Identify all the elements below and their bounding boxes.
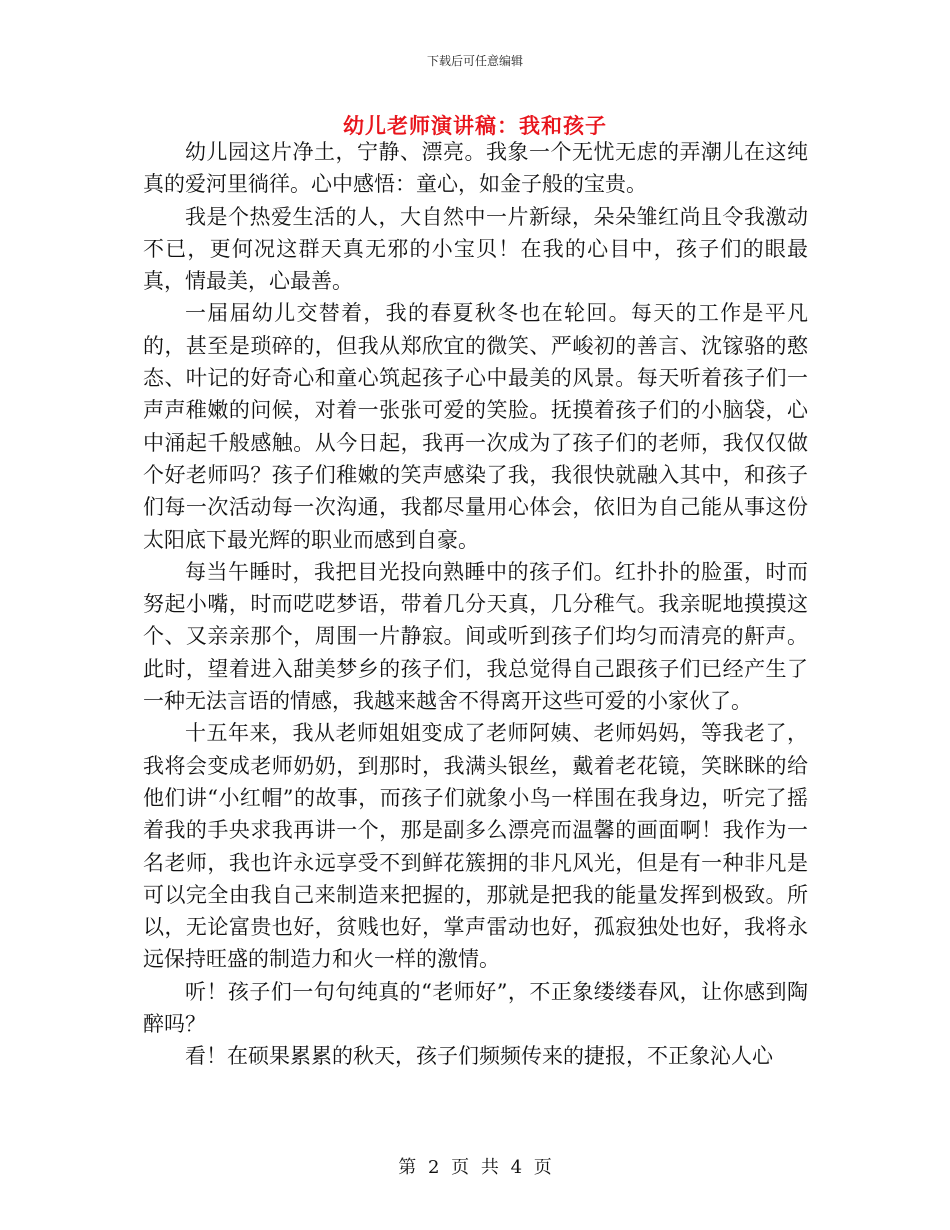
paragraph: 每当午睡时，我把目光投向熟睡中的孩子们。红扑扑的脸蛋，时而努起小嘴，时而呓呓梦语，带着几分天真，几分稚气。我亲昵地摸摸这个、又亲亲那个，周围一片静寂。间或听到孩子们均匀而清亮的鼾声。此时，望着进入甜美梦乡的孩子们，我总觉得自己跟孩子们已经产生了一种无法言语的情感，我越来越舍不得离开这些可爱的小家伙了。 [143,559,808,714]
header-note: 下载后可任意编辑 [426,54,523,68]
paragraph: 十五年来，我从老师姐姐变成了老师阿姨、老师妈妈，等我老了，我将会变成老师奶奶，到那时，我满头银丝，戴着老花镜，笑眯眯的给他们讲“小红帽”的故事，而孩子们就象小鸟一样围在我身边，听完了摇着我的手央求我再讲一个，那是副多么漂亮而温馨的画面啊！我作为一名老师，我也许永远享受不到鲜花簇拥的非凡风光，但是有一种非凡是可以完全由我自己来制造来把握的，那就是把我的能量发挥到极致。所以，无论富贵也好，贫贱也好，掌声雷动也好，孤寂独处也好，我将永远保持旺盛的制造力和火一样的激情。 [143,721,808,972]
paragraph: 一届届幼儿交替着，我的春夏秋冬也在轮回。每天的工作是平凡的，甚至是琐碎的，但我从郑欣宜的微笑、严峻初的善言、沈镓骆的憨态、叶记的好奇心和童心筑起孩子心中最美的风景。每天听着孩子们一声声稚嫩的问候，对着一张张可爱的笑脸。抚摸着孩子们的小脑袋，心中涌起千般感触。从今日起，我再一次成为了孩子们的老师，我仅仅做个好老师吗？孩子们稚嫩的笑声感染了我，我很快就融入其中，和孩子们每一次活动每一次沟通，我都尽量用心体会，依旧为自己能从事这份太阳底下最光辉的职业而感到自豪。 [143,301,808,552]
paragraph: 幼儿园这片净土，宁静、漂亮。我象一个无忧无虑的弄潮儿在这纯真的爱河里徜徉。心中感悟：童心，如金子般的宝贵。 [143,140,808,197]
document-body [143,136,808,1073]
paragraph: 我是个热爱生活的人，大自然中一片新绿，朵朵雏红尚且令我激动不已，更何况这群天真无邪的小宝贝！在我的心目中，孩子们的眼最真，情最美，心最善。 [143,204,808,294]
paragraph: 听！孩子们一句句纯真的“老师好”，不正象缕缕春风，让你感到陶醉吗？ [143,979,808,1037]
document-title: 幼儿老师演讲稿：我和孩子 [343,113,607,138]
paragraph: 看！在硕果累累的秋天，孩子们频频传来的捷报，不正象沁人心 [185,1044,773,1069]
page-number: 第 2 页 共 4 页 [398,1157,552,1178]
